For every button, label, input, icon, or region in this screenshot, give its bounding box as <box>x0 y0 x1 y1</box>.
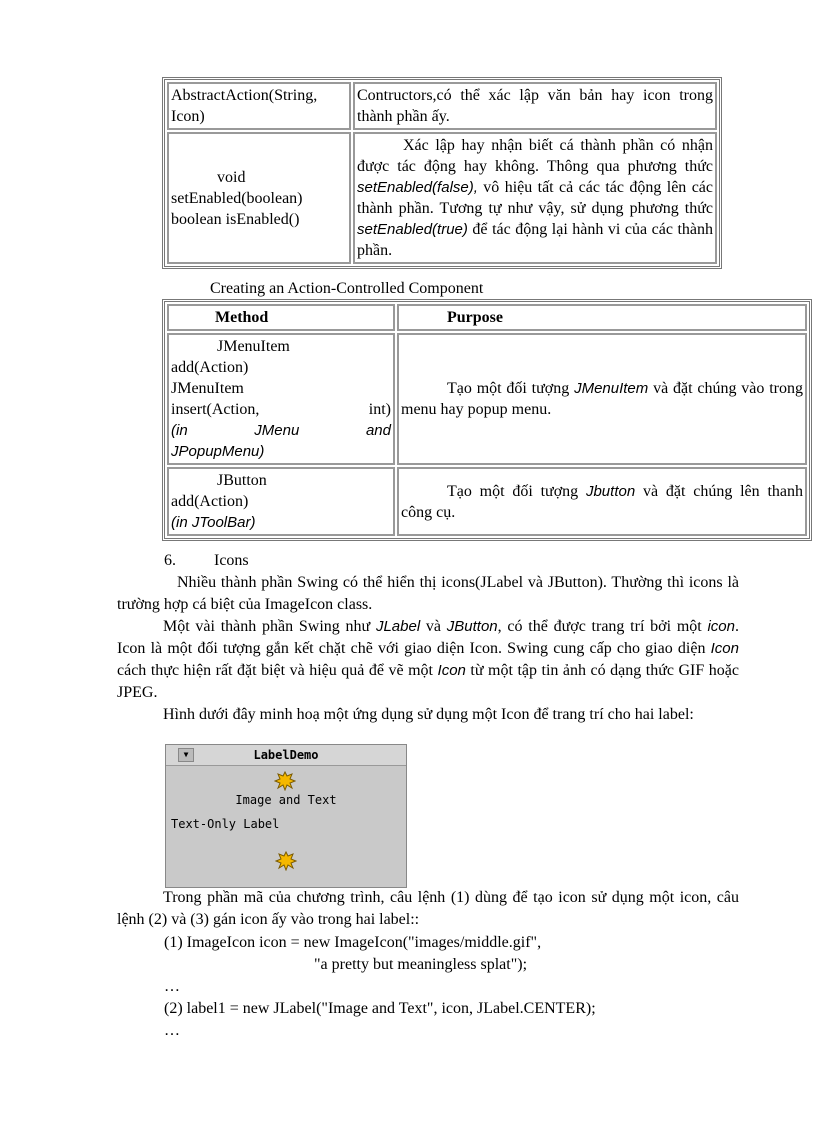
method-word: int) <box>368 401 391 418</box>
window-title: LabelDemo <box>253 748 319 762</box>
method-line: JButton <box>217 472 267 489</box>
method-line: JPopupMenu) <box>171 443 265 460</box>
method-line <box>171 399 391 420</box>
label-demo-window <box>165 744 407 888</box>
action-component-table <box>162 299 812 541</box>
paragraph-code: icon <box>707 618 735 635</box>
section-number: 6. <box>164 552 176 569</box>
code-line: … <box>164 1022 180 1039</box>
body-text <box>117 572 739 726</box>
purpose-text: và đặt chúng lên thanh công cụ. <box>401 482 803 521</box>
method-cell: AbstractAction(String, Icon) <box>167 82 351 130</box>
code-line: … <box>164 978 180 995</box>
paragraph-code: Icon <box>710 640 739 657</box>
paragraph: Hình dưới đây minh hoạ một ứng dụng sử dụng một Icon để trang trí cho hai label: <box>163 706 694 723</box>
purpose-text: Tạo một đối tượng <box>447 380 575 397</box>
paragraph-text: và <box>420 618 447 635</box>
table-row <box>167 82 717 130</box>
purpose-text: vô hiệu tất cả các tác động lên các thành phần. Tương tự như vậy, sử dụng phương thức <box>357 179 713 217</box>
method-line: setEnabled(boolean) <box>171 189 303 207</box>
method-line: boolean isEnabled() <box>171 210 300 228</box>
paragraph-code: JLabel <box>375 618 421 635</box>
paragraph-text: , có thể được trang trí bởi một <box>497 618 708 635</box>
method-word: insert(Action, <box>171 401 260 418</box>
code-line: (2) label1 = new JLabel("Image and Text", icon, JLabel.CENTER); <box>164 1000 596 1017</box>
method-cell <box>167 467 395 536</box>
method-line <box>171 420 391 441</box>
image-and-text-label: Image and Text <box>235 793 337 807</box>
text-only-label: Text-Only Label <box>171 817 280 831</box>
purpose-code: Jbutton <box>585 482 636 500</box>
purpose-cell: Contructors,có thể xác lập văn bản hay icon trong thành phần ấy. <box>353 82 717 130</box>
purpose-text: để tác động lại hành vi của các thành phần. <box>357 221 713 259</box>
paragraph-text: từ một tập tin ảnh có dạng thức GIF hoặc JPEG. <box>117 662 740 701</box>
purpose-code: JMenuItem <box>574 380 649 397</box>
paragraph: Trong phần mã của chương trình, câu lệnh (1) dùng để tạo icon sử dụng một icon, câu lệnh (2) và (3) gán icon ấy vào trong hai label:: <box>117 889 739 928</box>
window-titlebar <box>166 745 406 766</box>
method-word: JMenu <box>254 422 300 439</box>
method-line: JMenuItem <box>171 380 244 397</box>
method-cell <box>167 132 351 264</box>
splat-icon <box>275 851 297 871</box>
method-cell <box>167 333 395 465</box>
code-block <box>164 932 596 1042</box>
purpose-cell <box>397 333 807 465</box>
purpose-code: setEnabled(true) <box>357 221 468 238</box>
method-line: add(Action) <box>171 359 249 376</box>
methods-table <box>162 77 722 269</box>
table-row <box>167 132 717 264</box>
table-row <box>167 333 807 465</box>
method-word: and <box>365 422 391 439</box>
header-method: Method <box>167 304 395 331</box>
method-line: void <box>217 168 246 186</box>
table-caption: Creating an Action-Controlled Component <box>210 280 484 297</box>
table-header-row <box>167 304 807 331</box>
table-row <box>167 467 807 536</box>
paragraph <box>117 616 739 704</box>
purpose-text: và đặt chúng vào trong menu hay popup menu. <box>401 380 804 418</box>
paragraph-text: . Icon là một đối tượng gắn kết chặt chẽ với giao diện Icon. Swing cung cấp cho giao diện <box>117 618 739 657</box>
paragraph-code: Icon <box>437 662 466 679</box>
purpose-text: Tạo một đối tượng <box>447 482 586 500</box>
method-line: JMenuItem <box>217 338 290 355</box>
paragraph: Nhiều thành phần Swing có thể hiển thị icons(JLabel và JButton). Thường thì icons là trường hợp cá biệt của ImageIcon class. <box>117 574 739 613</box>
code-line: (1) ImageIcon icon = new ImageIcon("images/middle.gif", <box>164 934 542 951</box>
header-purpose: Purpose <box>397 304 807 331</box>
purpose-text: Xác lập hay nhận biết cá thành phần có nhận được tác động hay không. Thông qua phương thức <box>357 137 713 175</box>
purpose-cell <box>397 467 807 536</box>
window-menu-button[interactable]: ▼ <box>178 748 194 762</box>
paragraph-code: JButton <box>446 618 498 635</box>
splat-icon <box>274 771 296 791</box>
method-line: (in JToolBar) <box>171 514 256 531</box>
section-heading <box>164 552 249 570</box>
section-title: Icons <box>214 552 249 569</box>
body-text <box>117 887 739 931</box>
purpose-code: setEnabled(false), <box>357 179 478 196</box>
code-line: "a pretty but meaningless splat"); <box>314 956 528 973</box>
method-word: (in <box>171 422 188 439</box>
method-line: add(Action) <box>171 493 249 510</box>
paragraph-text: Một vài thành phần Swing như <box>163 618 376 635</box>
paragraph-text: cách thực hiện rất đặt biệt và hiệu quả để vẽ một <box>117 662 438 679</box>
purpose-cell <box>353 132 717 264</box>
